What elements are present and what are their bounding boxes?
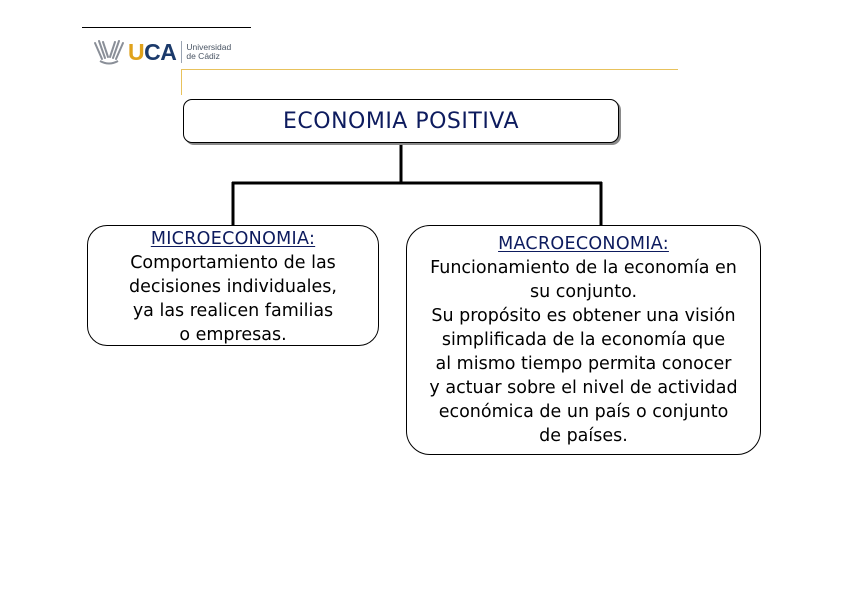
microeconomia-line: o empresas.	[179, 325, 287, 345]
macroeconomia-line: simplificada de la economía que	[441, 330, 726, 350]
logo-uca-text-rest: CA	[144, 39, 177, 65]
logo-name-line2: de Cádiz	[186, 51, 220, 61]
logo-uca-text-u: U	[128, 39, 145, 65]
macroeconomia-line: Su propósito es obtener una visión	[431, 306, 736, 326]
microeconomia-heading: MICROECONOMIA:	[150, 229, 316, 249]
microeconomia-line: ya las realicen familias	[132, 301, 334, 321]
microeconomia-box	[87, 225, 379, 346]
macroeconomia-line: y actuar sobre el nivel de actividad	[429, 378, 738, 398]
root-node-box	[183, 99, 619, 143]
macroeconomia-line: de países.	[539, 426, 628, 446]
microeconomia-line: Comportamiento de las	[130, 253, 336, 273]
macroeconomia-box	[406, 225, 761, 455]
root-node-label: ECONOMIA POSITIVA	[282, 108, 520, 134]
macroeconomia-line: económica de un país o conjunto	[438, 402, 729, 422]
macroeconomia-line: su conjunto.	[529, 282, 638, 302]
microeconomia-line: decisiones individuales,	[129, 277, 337, 297]
macroeconomia-heading: MACROECONOMIA:	[498, 234, 669, 254]
macroeconomia-line: al mismo tiempo permita conocer	[435, 354, 732, 374]
logo-name-line1: Universidad	[186, 41, 232, 52]
macroeconomia-line: Funcionamiento de la economía en	[430, 258, 737, 278]
